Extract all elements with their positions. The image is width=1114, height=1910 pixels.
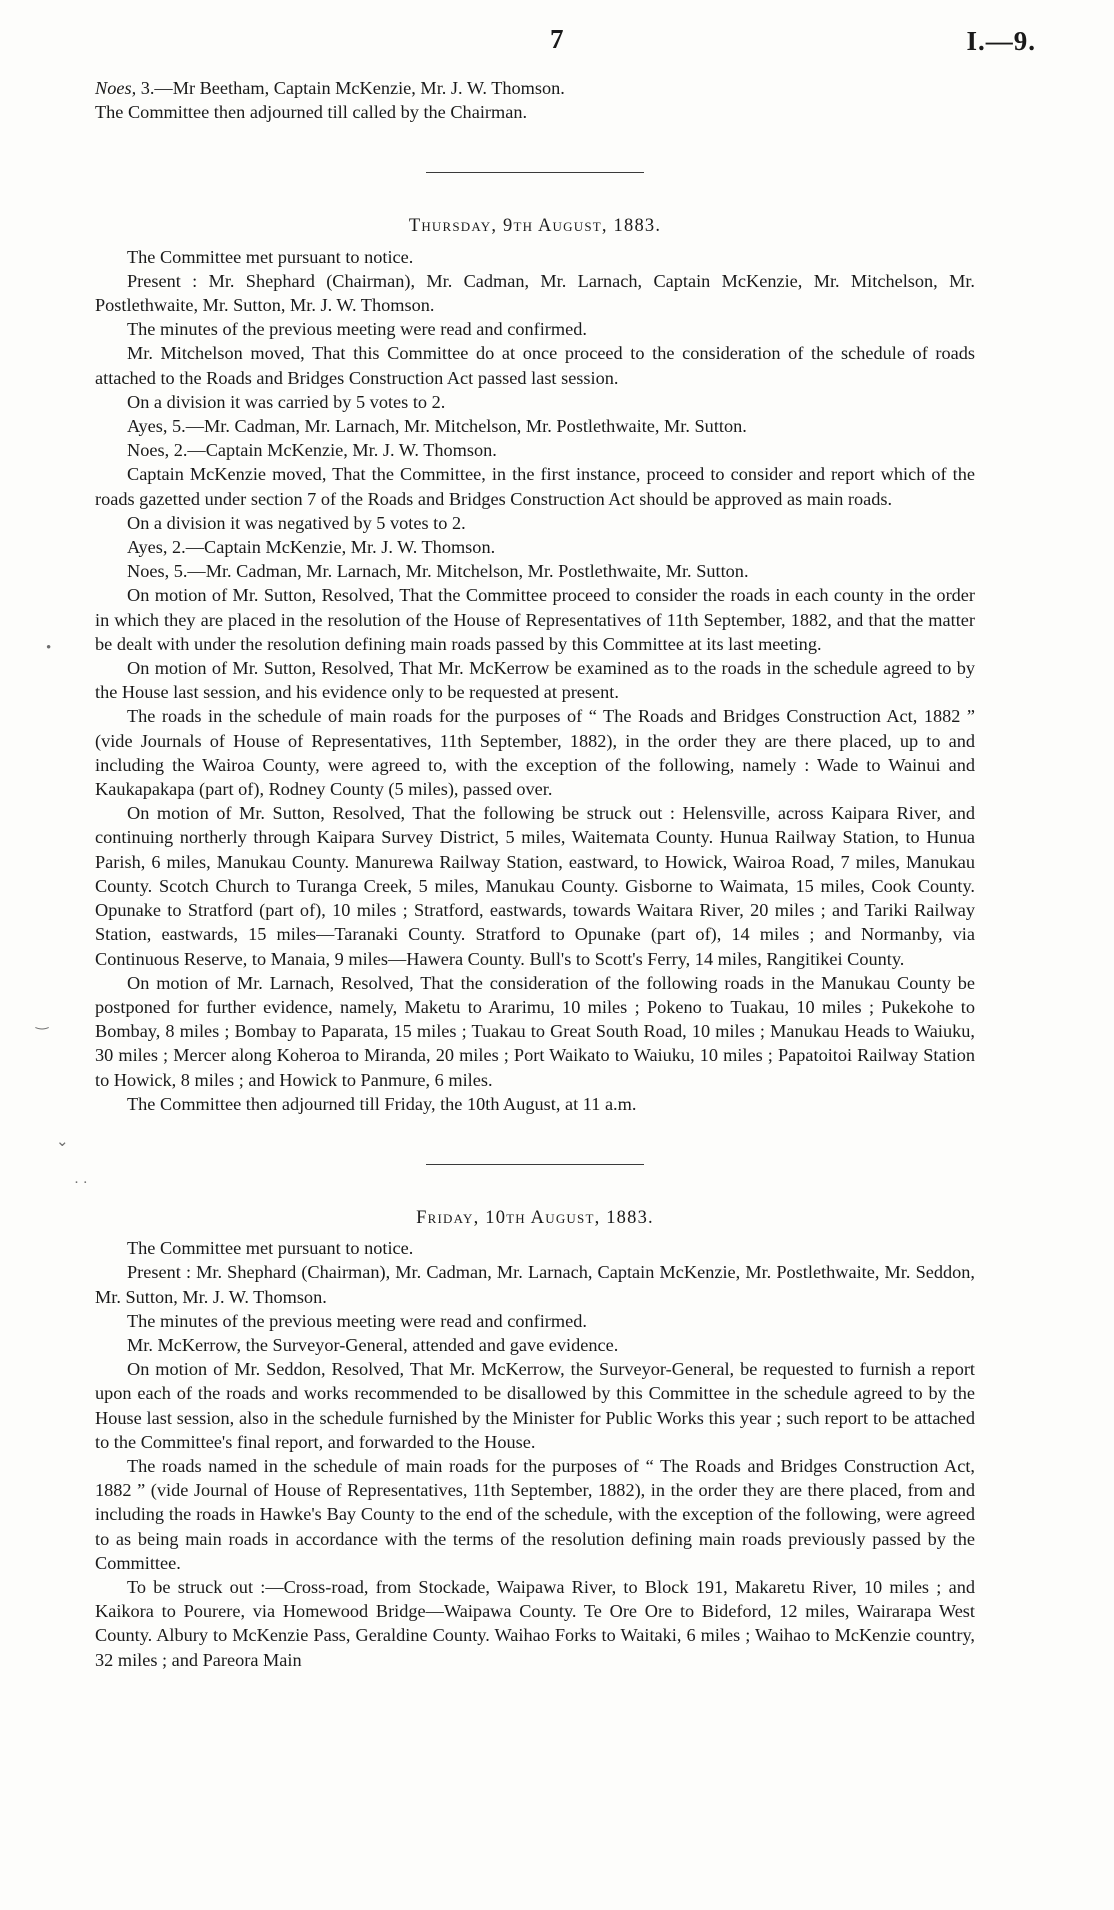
paragraph: Present : Mr. Shephard (Chairman), Mr. Cadman, Mr. Larnach, Captain McKenzie, Mr. Postlethwaite, Mr. Seddon, Mr. Sutton, Mr. J. W. Thomson. bbox=[95, 1262, 975, 1307]
document-reference: I.—9. bbox=[966, 26, 1036, 56]
paragraph: Mr. Mitchelson moved, That this Committee do at once proceed to the consideration of the schedule of roads attached to the Roads and Bridges Construction Act passed last session. bbox=[95, 343, 975, 388]
noes-line bbox=[95, 76, 975, 100]
page-header bbox=[0, 24, 1114, 68]
paragraph: The minutes of the previous meeting were read and confirmed. bbox=[127, 319, 587, 340]
paragraph: Noes, 5.—Mr. Cadman, Mr. Larnach, Mr. Mitchelson, Mr. Postlethwaite, Mr. Sutton. bbox=[127, 561, 749, 582]
adjournment-line: The Committee then adjourned till called by the Chairman. bbox=[95, 102, 528, 123]
margin-mark: ‿ bbox=[36, 1014, 49, 1030]
divider-rule bbox=[426, 172, 644, 173]
paragraph: Ayes, 5.—Mr. Cadman, Mr. Larnach, Mr. Mitchelson, Mr. Postlethwaite, Mr. Sutton. bbox=[127, 416, 747, 437]
paragraph: The Committee met pursuant to notice. bbox=[127, 246, 414, 267]
margin-mark: · · bbox=[74, 1175, 88, 1191]
paragraph: On motion of Mr. Sutton, Resolved, That Mr. McKerrow be examined as to the roads in the schedule agreed to by the House last session, and his evidence only to be requested at present. bbox=[95, 658, 975, 703]
paragraph: Mr. McKerrow, the Surveyor-General, attended and gave evidence. bbox=[127, 1334, 619, 1355]
noes-text: 3.—Mr Beetham, Captain McKenzie, Mr. J. W. Thomson. bbox=[136, 78, 565, 98]
paragraph: To be struck out :—Cross-road, from Stockade, Waipawa River, to Block 191, Makaretu River, 10 miles ; and Kaikora to Pourere, via Homewood Bridge—Waipawa County. Te Ore Ore to Bideford, 12 miles, Wairarapa West County. Albury to McKenzie Pass, Geraldine County. Waihao Forks to Waitaki, 6 miles ; Waihao to McKenzie country, 32 miles ; and Pareora Main bbox=[95, 1576, 975, 1670]
paragraph: The Committee met pursuant to notice. bbox=[127, 1238, 414, 1259]
session-heading-thursday: Thursday, 9th August, 1883. bbox=[408, 216, 662, 237]
section-divider bbox=[95, 1152, 975, 1170]
paragraph: The minutes of the previous meeting were read and confirmed. bbox=[127, 1310, 587, 1331]
paragraph: Ayes, 2.—Captain McKenzie, Mr. J. W. Thomson. bbox=[127, 537, 496, 558]
paragraph: Present : Mr. Shephard (Chairman), Mr. Cadman, Mr. Larnach, Captain McKenzie, Mr. Mitchelson, Mr. Postlethwaite, Mr. Sutton, Mr. J. W. Thomson. bbox=[95, 270, 975, 316]
paragraph: On a division it was negatived by 5 votes to 2. bbox=[127, 512, 466, 533]
paragraph: The Committee then adjourned till Friday, the 10th August, at 11 a.m. bbox=[127, 1093, 637, 1114]
spacer bbox=[95, 178, 975, 214]
paragraph: On motion of Mr. Sutton, Resolved, That the Committee proceed to consider the roads in each county in the order in which they are placed in the resolution of the House of Representatives of 11th September, 1882, and that the matter be dealt with under the resolution defining main roads passed by this Committee at its last meeting. bbox=[95, 585, 975, 654]
spacer bbox=[95, 1116, 975, 1152]
margin-mark: • bbox=[46, 640, 52, 656]
margin-mark: ⌄ bbox=[56, 1134, 69, 1150]
spacer bbox=[95, 1170, 975, 1206]
paragraph: Noes, 2.—Captain McKenzie, Mr. J. W. Thomson. bbox=[127, 440, 497, 461]
paragraph: The roads named in the schedule of main roads for the purposes of “ The Roads and Bridges Construction Act, 1882 ” (vide Journal of House of Representatives, 11th September, 1882), in the order they are there placed, from and including the roads in Hawke's Bay County to the end of the schedule, with the exception of the following, were agreed to as being main roads in accordance with the terms of the resolution defining main roads previously passed by the Committee. bbox=[95, 1455, 975, 1573]
section-divider bbox=[95, 160, 975, 178]
paragraph: On a division it was carried by 5 votes to 2. bbox=[127, 391, 446, 412]
spacer bbox=[95, 124, 975, 160]
noes-label: Noes, bbox=[95, 78, 137, 98]
paragraph: Captain McKenzie moved, That the Committee, in the first instance, proceed to consider and report which of the roads gazetted under section 7 of the Roads and Bridges Construction Act should be approved as main roads. bbox=[95, 464, 975, 509]
document-body bbox=[95, 76, 975, 1672]
paragraph: On motion of Mr. Sutton, Resolved, That the following be struck out : Helensville, across Kaipara River, and continuing northerly through Kaipara Survey District, 5 miles, Waitemata County. Hunua Railway Station, to Hunua Parish, 6 miles, Manukau County. Manurewa Railway Station, eastward, to Howick, Wairoa Road, 7 miles, Manukau County. Scotch Church to Turanga Creek, 5 miles, Manukau County. Gisborne to Waimata, 15 miles, Cook County. Opunake to Stratford (part of), 10 miles ; Stratford, eastwards, towards Waitara River, 20 miles ; and Tariki Railway Station, eastwards, 15 miles—Taranaki County. Stratford to Opunake (part of), 14 miles ; and Normanby, via Continuous Reserve, to Manaia, 9 miles—Hawera County. Bull's to Scott's Ferry, 14 miles, Rangitikei County. bbox=[95, 803, 975, 969]
paragraph: On motion of Mr. Larnach, Resolved, That the consideration of the following roads in the Manukau County be postponed for further evidence, namely, Maketu to Ararimu, 10 miles ; Pokeno to Tuakau, 10 miles ; Pukekohe to Bombay, 8 miles ; Bombay to Paparata, 15 miles ; Tuakau to Great South Road, 10 miles ; Manukau Heads to Waiuku, 30 miles ; Mercer along Koheroa to Miranda, 20 miles ; Port Waikato to Waiuku, 10 miles ; Papatoitoi Railway Station to Howick, 8 miles ; and Howick to Panmure, 6 miles. bbox=[95, 972, 975, 1090]
paragraph: On motion of Mr. Seddon, Resolved, That Mr. McKerrow, the Surveyor-General, be requested to furnish a report upon each of the roads and works recommended to be disallowed by this Committee in the schedule agreed to by the House last session, also in the schedule furnished by the Minister for Public Works this year ; such report to be attached to the Committee's final report, and forwarded to the House. bbox=[95, 1359, 975, 1452]
session-heading-friday: Friday, 10th August, 1883. bbox=[416, 1207, 654, 1228]
paragraph: The roads in the schedule of main roads for the purposes of “ The Roads and Bridges Construction Act, 1882 ” (vide Journals of House of Representatives, 11th September, 1882), in the order they are there placed, up to and including the Wairoa County, were agreed to, with the exception of the following, namely : Wade to Wainui and Kaukapakapa (part of), Rodney County (5 miles), passed over. bbox=[95, 706, 975, 800]
page-number: 7 bbox=[550, 24, 564, 54]
divider-rule bbox=[426, 1164, 644, 1165]
